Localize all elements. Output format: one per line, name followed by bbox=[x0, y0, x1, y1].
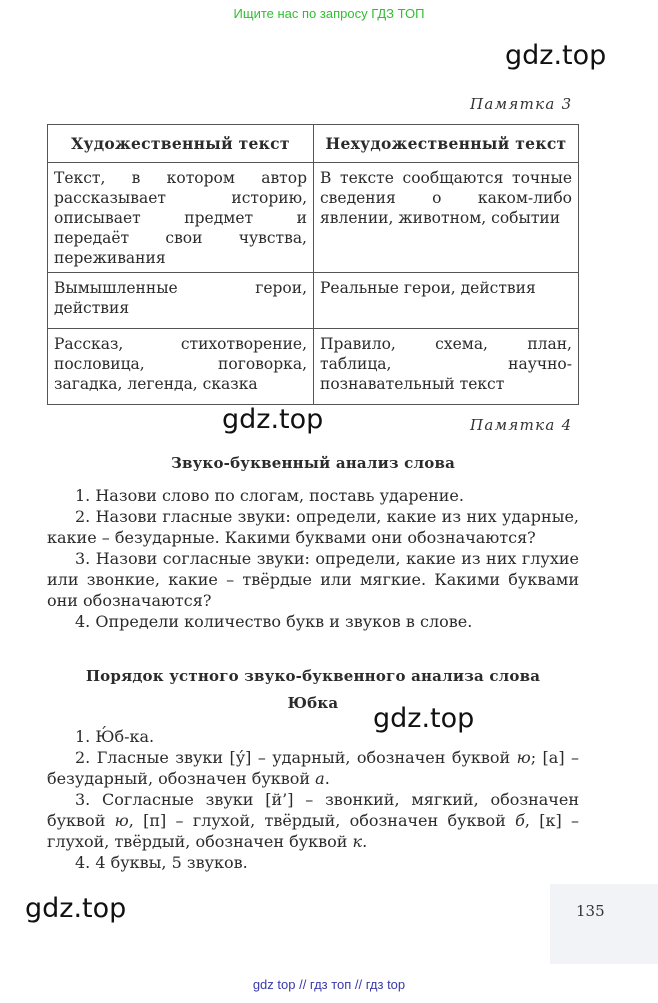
step-3: 3. Согласные звуки [й’] – звонкий, мягкий, обозначен буквой ю, [п] – глухой, твёрдый, обозначен буквой б, [к] – глухой, твёрдый, обозначен буквой к. bbox=[47, 790, 580, 851]
page-number: 135 bbox=[576, 902, 605, 920]
memo-4-title: Звуко-буквенный анализ слова bbox=[170, 454, 456, 472]
table-cell: Рассказ, стихотворение, пословица, поговорка, загадка, легенда, сказка bbox=[48, 329, 314, 405]
list-item: 3. Назови согласные звуки: определи, какие из них глухие или звонкие, какие – твёрдые или мягкие. Какими буквами они обозначаются? bbox=[47, 549, 579, 610]
watermark-lower: gdz.top bbox=[373, 703, 475, 734]
header-nonfiction: Нехудожественный текст bbox=[314, 125, 579, 163]
table-row bbox=[48, 329, 579, 405]
bottom-links[interactable]: gdz top // гдз топ // гдз top bbox=[252, 977, 406, 992]
watermark-top-right: gdz.top bbox=[505, 40, 607, 71]
oral-analysis-steps bbox=[47, 726, 579, 873]
list-item: 4. Определи количество букв и звуков в слове. bbox=[75, 612, 473, 631]
memo-3-table bbox=[47, 124, 579, 405]
memo-4-list bbox=[47, 485, 579, 632]
table-cell: В тексте сообщаются точные сведения о каком-либо явлении, животном, событии bbox=[314, 163, 579, 273]
list-item: 1. Назови слово по слогам, поставь ударение. bbox=[75, 486, 464, 505]
top-search-link[interactable]: Ищите нас по запросу ГДЗ ТОП bbox=[233, 6, 425, 21]
step-2: 2. Гласные звуки [у́] – ударный, обозначен буквой ю; [а] – безударный, обозначен буквой а. bbox=[47, 748, 579, 788]
memo-4-label: Памятка 4 bbox=[470, 416, 573, 434]
table-row bbox=[48, 273, 579, 329]
list-item: 2. Назови гласные звуки: определи, какие из них ударные, какие – безударные. Какими буквами они обозначаются? bbox=[47, 507, 579, 547]
table-cell: Текст, в котором автор рассказывает историю, описывает предмет и передаёт свои чувства, переживания bbox=[48, 163, 314, 273]
table-cell: Вымышленные герои, действия bbox=[48, 273, 314, 329]
step-4: 4. 4 буквы, 5 звуков. bbox=[75, 853, 248, 872]
table-header-row bbox=[48, 125, 579, 163]
oral-analysis-word: Юбка bbox=[287, 694, 339, 712]
page-number-band bbox=[550, 884, 658, 964]
memo-3-label: Памятка 3 bbox=[470, 95, 573, 113]
step-1: 1. Ю́б-ка. bbox=[75, 727, 155, 746]
watermark-bottom-left: gdz.top bbox=[25, 893, 127, 924]
table-row bbox=[48, 163, 579, 273]
table-cell: Правило, схема, план, таблица, научно-познавательный текст bbox=[314, 329, 579, 405]
watermark-middle: gdz.top bbox=[222, 404, 324, 435]
table-cell: Реальные герои, действия bbox=[314, 273, 579, 329]
oral-analysis-title: Порядок устного звуко-буквенного анализа слова bbox=[85, 667, 541, 685]
header-fiction: Художественный текст bbox=[48, 125, 314, 163]
